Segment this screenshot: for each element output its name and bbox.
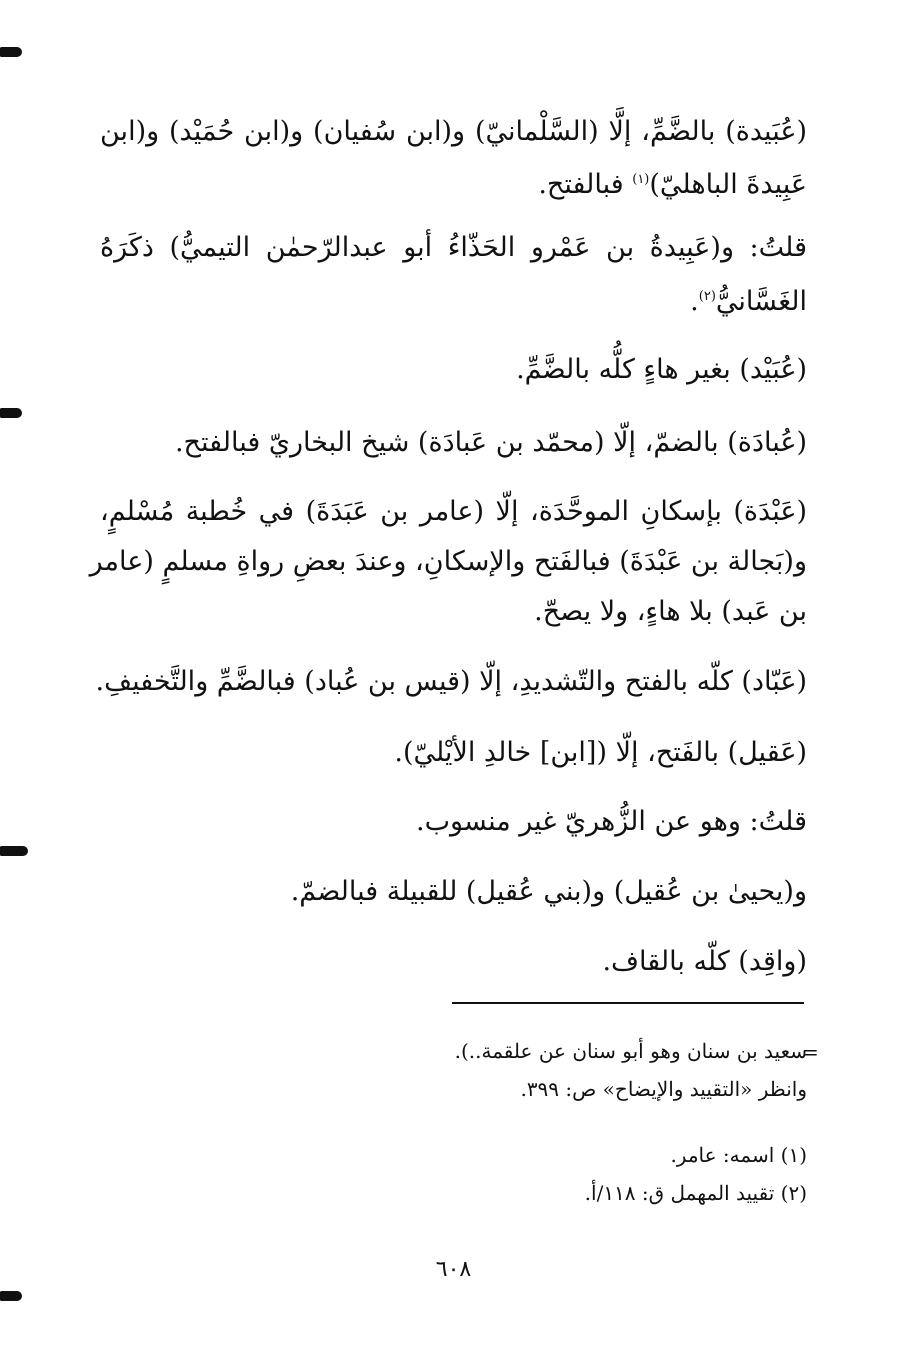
footnote-ref-2[interactable]: (٢) bbox=[698, 289, 716, 304]
text-line-14: (واقِد) كلّه بالقاف. bbox=[602, 946, 807, 977]
text-line-7: (عَبْدَة) بإسكانِ الموحَّدَة، إلّا (عامر بن عَبَدَةَ) في خُطبة مُسْلمٍ، bbox=[100, 496, 807, 527]
page-number: ٦٠٨ bbox=[435, 1257, 472, 1282]
text-line-12: قلتُ: وهو عن الزُّهريّ غير منسوب. bbox=[416, 806, 807, 837]
text-line-11: (عَقيل) بالفَتح، إلّا ([ابن] خالدِ الأيْليّ). bbox=[394, 737, 807, 768]
text-line-5: (عُبَيْد) بغير هاءٍ كلُّه بالضَّمِّ. bbox=[516, 354, 807, 385]
text-fragment: فبالفتح. bbox=[538, 169, 633, 200]
text-line-13: و(يحيىٰ بن عُقيل) و(بني عُقيل) للقبيلة فبالضمّ. bbox=[290, 876, 807, 907]
text-line-10: (عَبّاد) كلّه بالفتح والتّشديدِ، إلّا (قيس بن عُباد) فبالضَّمِّ والتَّخفيفِ. bbox=[95, 666, 807, 697]
text-line-6: (عُبادَة) بالضمّ، إلّا (محمّد بن عَبادَة) شيخ البخاريّ فبالفتح. bbox=[174, 427, 807, 458]
margin-mark bbox=[0, 846, 28, 856]
text-fragment: الغَسَّانيُّ bbox=[715, 286, 807, 317]
text-fragment: عَبِيدةَ الباهليّ) bbox=[649, 169, 807, 200]
footnote-2: (٢) تقييد المهمل ق: ١١٨/أ. bbox=[584, 1181, 807, 1205]
text-line-2 bbox=[100, 160, 807, 205]
text-fragment: . bbox=[690, 286, 699, 317]
text-line-8: و(بَجالة بن عَبْدَةَ) فبالفَتح والإسكانِ، وعندَ بعضِ رواةِ مسلمٍ (عامر bbox=[89, 546, 807, 577]
footnote-separator bbox=[452, 1002, 804, 1004]
text-line-4 bbox=[100, 277, 807, 322]
margin-mark bbox=[0, 47, 22, 57]
footnote-continuation-marker: = bbox=[802, 1040, 819, 1064]
footnote-1: (١) اسمه: عامر. bbox=[670, 1143, 807, 1167]
margin-mark bbox=[0, 1291, 22, 1301]
text-line-9: بن عَبد) بلا هاءٍ، ولا يصحّ. bbox=[534, 596, 807, 627]
footnote-ref-1[interactable]: (١) bbox=[632, 172, 650, 187]
text-line-3: قلتُ: و(عَبِيدةُ بن عَمْرو الحَذّاءُ أبو عبدالرّحمٰن التيميُّ) ذكَرَهُ bbox=[100, 232, 807, 263]
footnote-continuation-line: سعيد بن سنان وهو أبو سنان عن علقمة..). bbox=[454, 1039, 807, 1063]
footnote-continuation-line: وانظر «التقييد والإيضاح» ص: ٣٩٩. bbox=[520, 1077, 807, 1101]
text-line-1: (عُبَيدة) بالضَّمِّ، إلَّا (السَّلْمانيّ) و(ابن سُفيان) و(ابن حُمَيْد) و(ابن bbox=[100, 116, 807, 147]
margin-mark bbox=[0, 408, 22, 418]
